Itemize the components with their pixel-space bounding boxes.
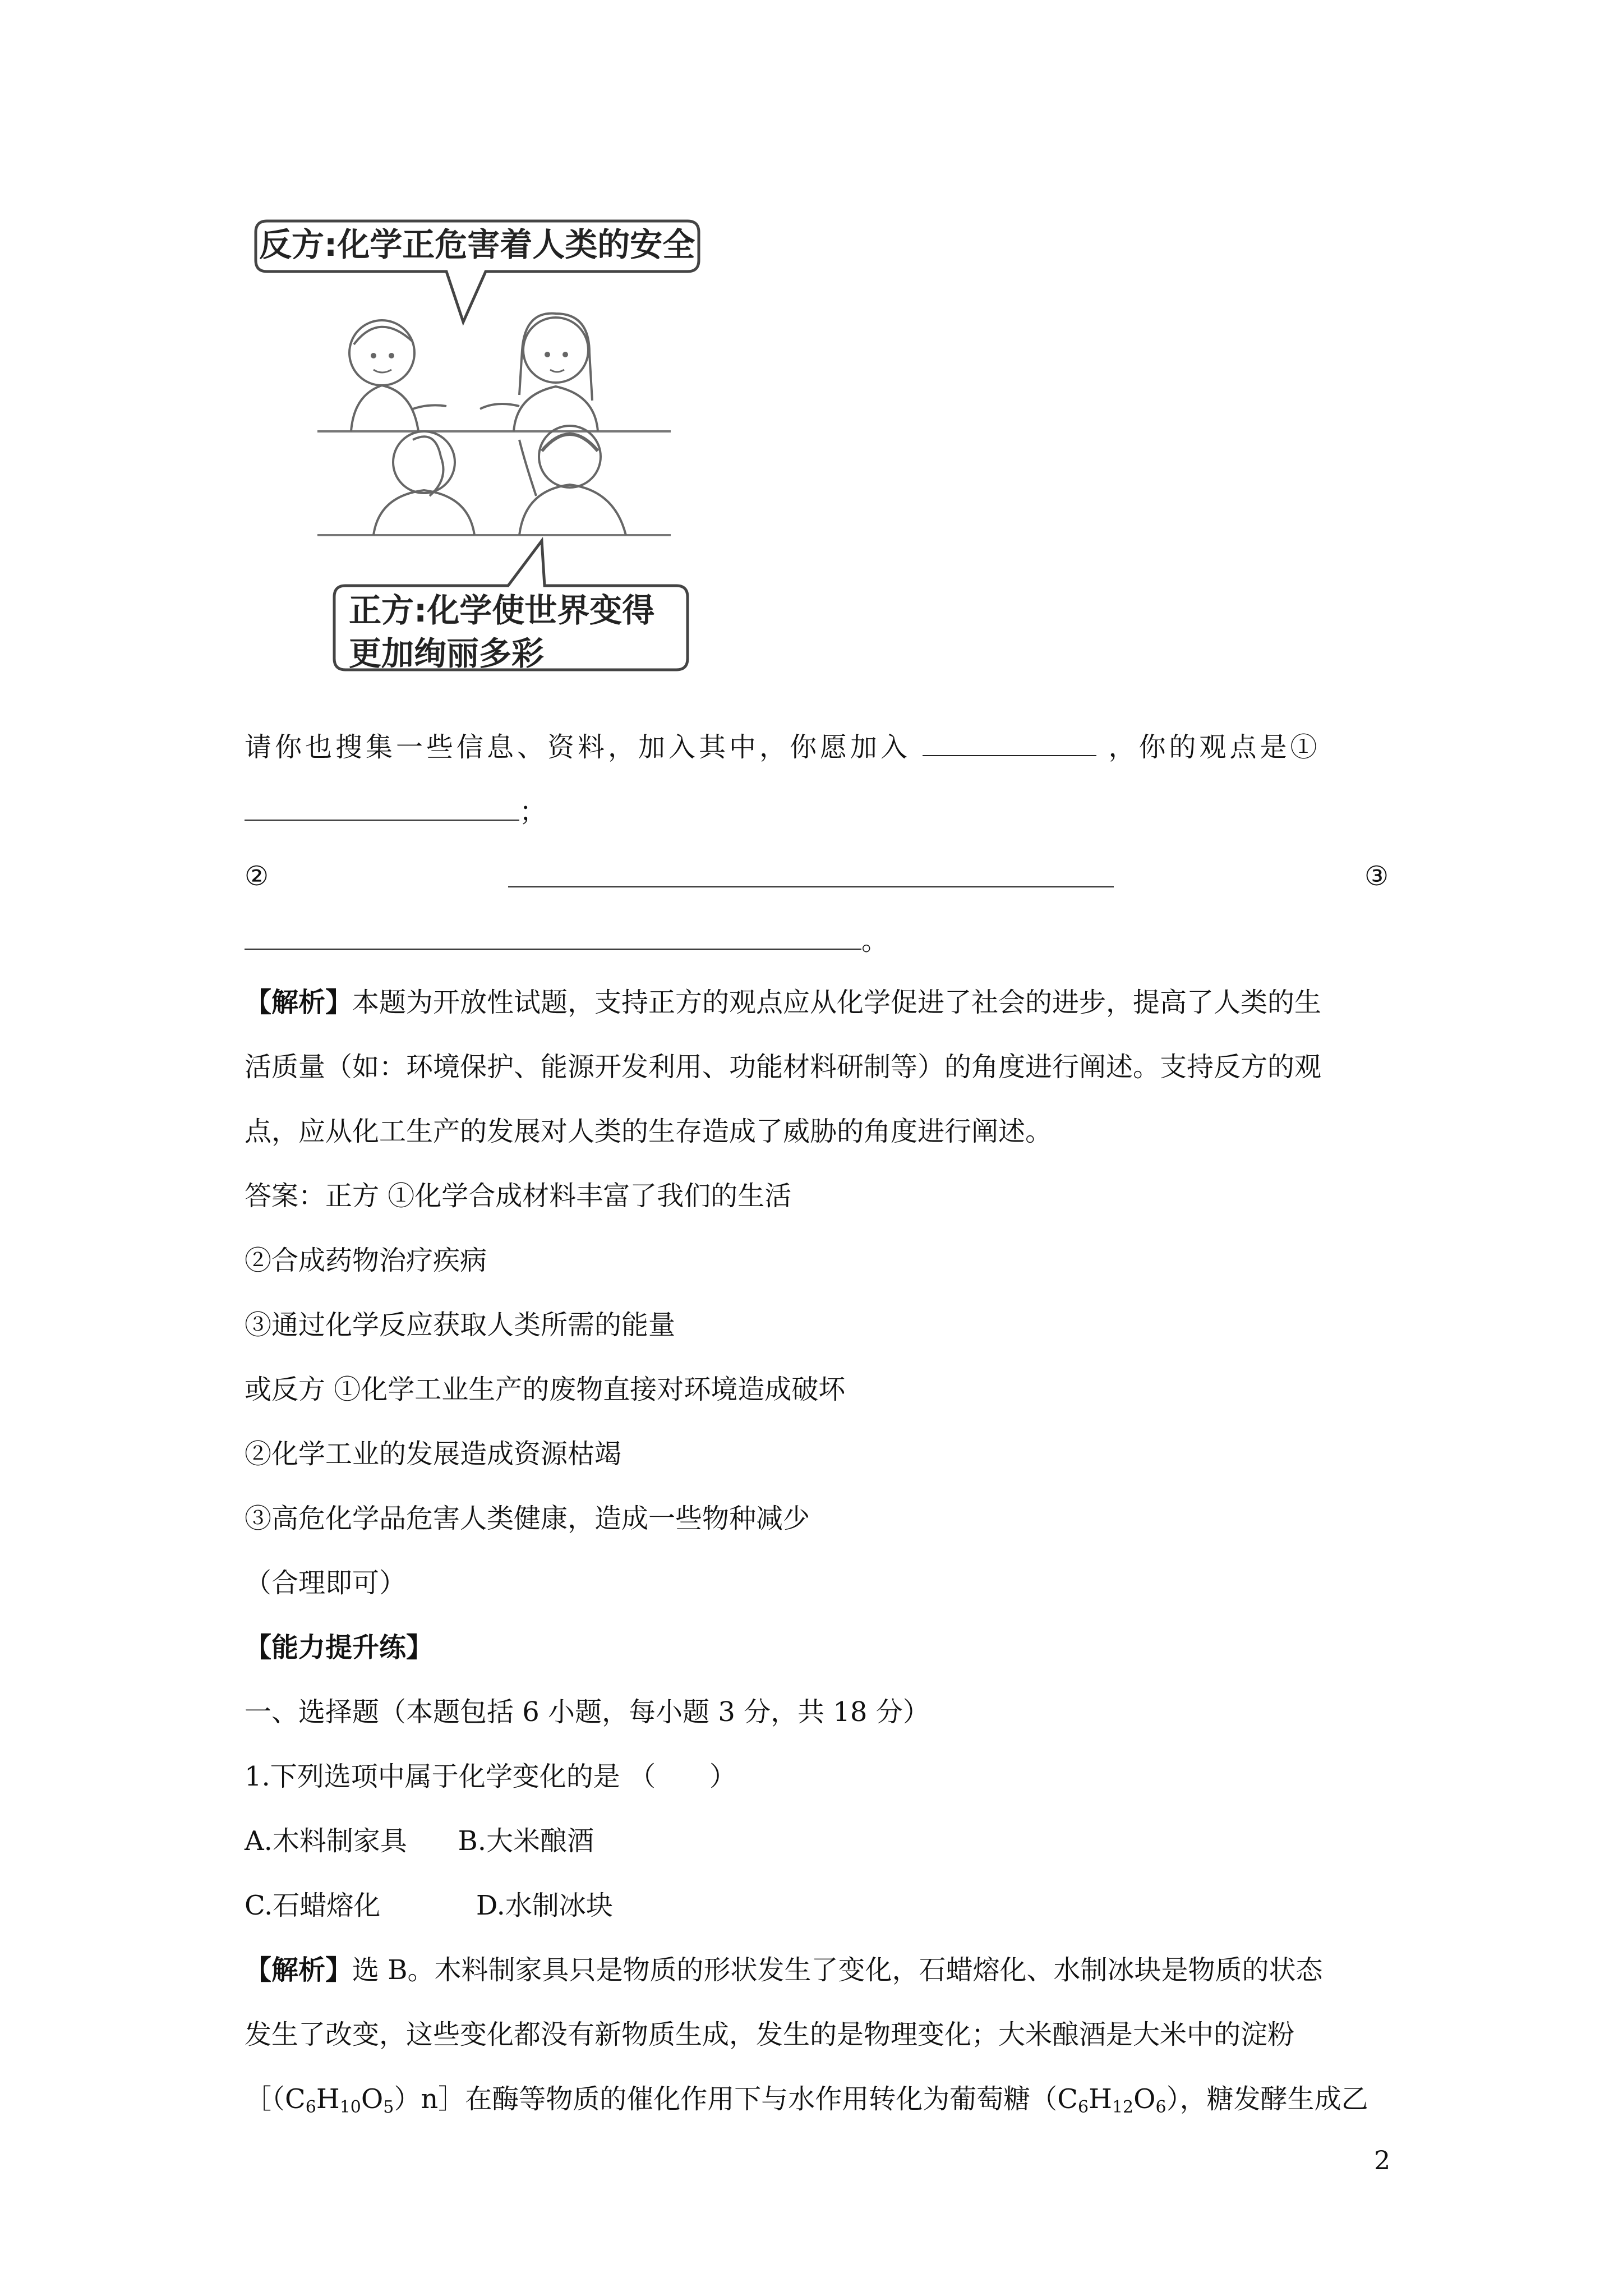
marker-2: ② — [245, 861, 269, 892]
analysis-2-text-1: 选 B。木料制家具只是物质的形状发生了变化，石蜡熔化、水制冰块是物质的状态 — [352, 1954, 1323, 1986]
answer-line-3: ③通过化学反应获取人类所需的能量 — [245, 1309, 676, 1341]
page-number: 2 — [1374, 2145, 1391, 2175]
q1-options-row-1 — [245, 1823, 594, 1859]
analysis-2-line-3 — [245, 2081, 1368, 2125]
bottom-bubble-text — [349, 589, 654, 675]
bottom-bubble-line1: 正方:化学使世界变得 — [349, 591, 655, 629]
semicolon: ； — [519, 796, 547, 827]
analysis-1-line-1 — [245, 984, 1321, 1020]
option-a[interactable]: A.木料制家具 — [245, 1825, 407, 1857]
line3-middle: ）n］在酶等物质的催化作用下与水作用转化为葡萄糖（C — [394, 2083, 1078, 2115]
analysis-1-line-2: 活质量（如：环境保护、能源开发利用、功能材料研制等）的角度进行阐述。支持反方的观 — [245, 1051, 1322, 1083]
question-line-4 — [245, 923, 888, 959]
q1-stem: 1.下列选项中属于化学变化的是 （ ） — [245, 1761, 737, 1792]
line3-end: ），糖发酵生成乙 — [1166, 2083, 1368, 2115]
answer-line-7: （合理即可） — [245, 1567, 407, 1599]
h-2: H — [1089, 2083, 1112, 2115]
answer-line-5: ②化学工业的发展造成资源枯竭 — [245, 1438, 622, 1470]
sub-10: 10 — [339, 2097, 361, 2117]
section-heading: 【能力提升练】 — [245, 1632, 434, 1663]
analysis-1-line-3: 点，应从化工生产的发展对人类的生存造成了威胁的角度进行阐述。 — [245, 1116, 1053, 1147]
bottom-bubble-line2: 更加绚丽多彩 — [349, 634, 545, 673]
sub-5: 5 — [383, 2097, 394, 2117]
analysis-2-label: 【解析】 — [245, 1954, 353, 1986]
period: 。 — [861, 925, 889, 956]
answer-line-6: ③高危化学品危害人类健康，造成一些物种减少 — [245, 1503, 810, 1534]
sub-6b: 6 — [1077, 2097, 1089, 2117]
answer-blank-3[interactable] — [245, 926, 861, 950]
answer-blank-side[interactable] — [923, 733, 1096, 756]
answer-blank-1[interactable] — [245, 797, 519, 821]
question-text: 请你也搜集一些信息、资料，加入其中，你愿加入 — [245, 731, 911, 763]
answer-line-2: ②合成药物治疗疾病 — [245, 1245, 487, 1276]
girl-head — [523, 318, 588, 383]
question-line-1 — [245, 729, 1321, 765]
sub-12: 12 — [1112, 2097, 1134, 2117]
question-line-2 — [245, 794, 546, 830]
front-left-head — [393, 431, 455, 493]
section-subheading: 一、选择题（本题包括 6 小题，每小题 3 分，共 18 分） — [245, 1696, 930, 1728]
h-1: H — [316, 2083, 340, 2115]
option-c[interactable]: C.石蜡熔化 — [245, 1890, 381, 1921]
question-mid-text: ，你的观点是① — [1108, 731, 1321, 763]
marker-3: ③ — [1364, 861, 1389, 892]
o-1: O — [361, 2083, 384, 2115]
sub-6a: 6 — [305, 2097, 316, 2117]
answer-line-4: 或反方 ①化学工业生产的废物直接对环境造成破坏 — [245, 1374, 846, 1405]
o-2: O — [1133, 2083, 1156, 2115]
answer-line-1: 答案：正方 ①化学合成材料丰富了我们的生活 — [245, 1180, 792, 1212]
q1-options-row-2 — [245, 1888, 613, 1924]
analysis-2-line-2: 发生了改变，这些变化都没有新物质生成，发生的是物理变化；大米酿酒是大米中的淀粉 — [245, 2019, 1295, 2050]
option-d[interactable]: D.水制冰块 — [476, 1890, 613, 1921]
answer-blank-2[interactable] — [508, 864, 1114, 887]
formula-starch-open: ［（C — [245, 2083, 306, 2115]
boy-head — [349, 320, 414, 385]
analysis-2-line-1 — [245, 1952, 1323, 1988]
sub-6c: 6 — [1155, 2097, 1166, 2117]
option-b[interactable]: B.大米酿酒 — [458, 1825, 594, 1857]
analysis-label: 【解析】 — [245, 987, 353, 1018]
question-line-3 — [245, 858, 1389, 894]
analysis-1-text-1: 本题为开放性试题，支持正方的观点应从化学促进了社会的进步，提高了人类的生 — [352, 987, 1322, 1018]
top-bubble-text: 反方:化学正危害着人类的安全 — [259, 226, 695, 264]
